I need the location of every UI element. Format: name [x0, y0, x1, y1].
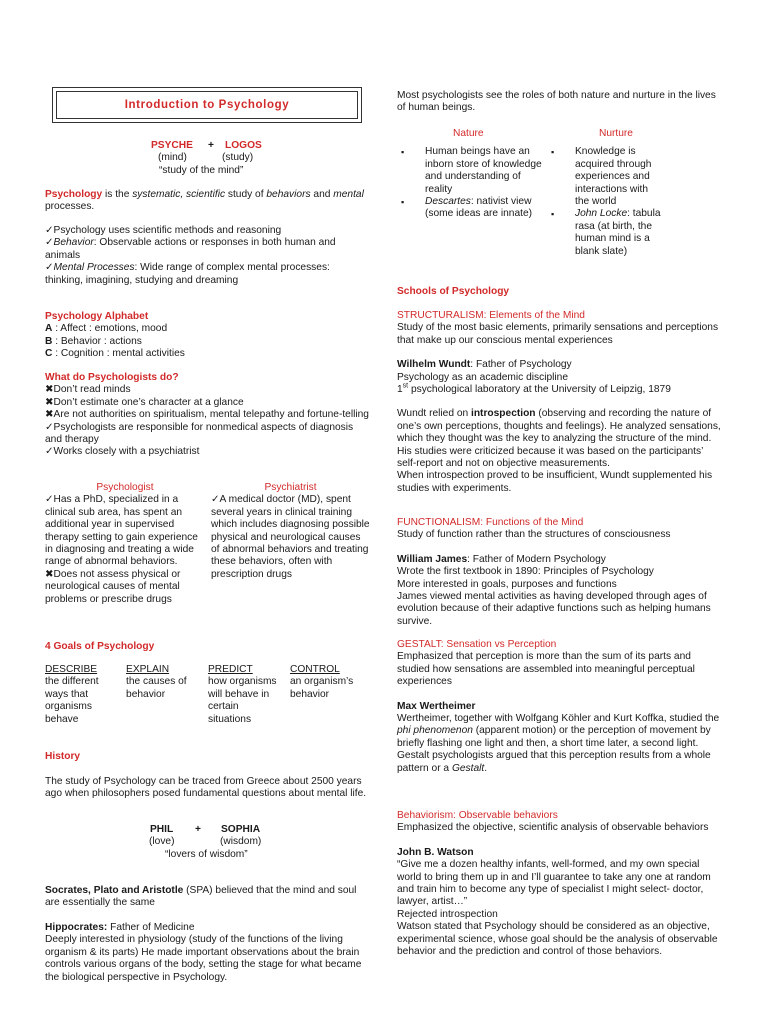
wertheimer-title: Max Wertheimer: [397, 700, 476, 712]
phil-meaning: “lovers of wisdom”: [165, 848, 248, 860]
page-title: Introduction to Psychology: [56, 91, 358, 119]
history-text: The study of Psychology can be traced from Greece about 2500 years ago when philosophers posed fundamental questions about mental life.: [45, 776, 367, 800]
wundt-title: Wilhelm Wundt: Father of Psychology: [397, 359, 572, 371]
gestalt: GESTALT: Sensation vs Perception Emphasized that perception is more than the sum of its parts and studied how sensations are assembled into meaningful perceptual experiences Max Wertheimer Wertheimer, together with Wolfgang Köhler and Kurt Koffka, studied the phi phenomenon (apparent motion) or the perception of movement by briefly flashing one light and then, a short time later, a second light. Gestalt psychologists argued that this perception results from a whole pattern or a Gestalt.: [397, 639, 722, 775]
psychiatrist-column: [211, 482, 370, 606]
study-word: (study): [222, 152, 254, 164]
goal-control: CONTROL an organism’s behavior: [290, 664, 354, 700]
goal-explain: EXPLAIN the causes of behavior: [126, 664, 187, 700]
wisdom-word: (wisdom): [220, 836, 262, 848]
functionalism-heading: FUNCTIONALISM: Functions of the Mind: [397, 517, 584, 528]
goals-table: [45, 664, 370, 726]
what-do-heading: What do Psychologists do?: [45, 372, 179, 383]
schools-heading: Schools of Psychology: [397, 286, 510, 297]
psychology-definition: Psychology is the systematic, scientific study of behaviors and mental processes.: [45, 189, 364, 213]
psychologist-vs-psychiatrist: [45, 482, 370, 606]
phil-word: PHIL: [150, 824, 174, 835]
functionalism: FUNCTIONALISM: Functions of the Mind Study of function rather than the structures of consciousness William James: Father of Modern Psychology Wrote the first textbook in 1890: Principles of Psychology More interested in goals, purposes and functions James viewed mental activities as having developed through ages of evolution because of their adaptive functions such as helping humans survive.: [397, 517, 722, 628]
check-mental-processes: ✓Mental Processes: Wide range of complex mental processes: thinking, imagining, studying and dreaming: [45, 262, 330, 286]
hippocrates-text: Deeply interested in physiology (study of the functions of the living organism & its parts) He made important observations about the brain controls various organs of the body, setting the stage for what became the biological perspective in Psychology.: [45, 934, 362, 983]
goals-heading: 4 Goals of Psychology: [45, 641, 155, 652]
nurture-heading: Nurture: [599, 128, 633, 139]
list-item: ✓Psychologists are responsible for nonmedical aspects of diagnosis and therapy: [45, 421, 354, 446]
alphabet-c: C : Cognition : mental activities: [45, 348, 185, 360]
psychologist-column: [45, 482, 211, 606]
check-scientific: ✓Psychology uses scientific methods and reasoning: [45, 225, 282, 236]
what-do-psychologists: [45, 372, 370, 459]
mind-word: (mind): [158, 152, 187, 164]
list-item: ✖Are not authorities on spiritualism, mental telepathy and fortune-telling: [45, 409, 369, 421]
psychologist-text-2: ✖Does not assess physical or neurological causes of mental problems or prescribe drugs: [45, 568, 181, 605]
phil-plus: +: [195, 824, 201, 835]
psychiatrist-text: ✓A medical doctor (MD), spent several years in clinical training which includes diagnosing possible physical and neurological causes of abnormal behaviors and treating these behaviors, often with prescription drugs: [211, 494, 370, 580]
list-item: ✖Don’t read minds: [45, 384, 131, 396]
love-word: (love): [149, 836, 175, 848]
psyche-logos: [45, 140, 370, 177]
nature-heading: Nature: [453, 128, 484, 139]
list-item: ▪ John Locke: tabula rasa (at birth, the human mind is a blank slate): [547, 208, 665, 258]
alphabet-heading: Psychology Alphabet: [45, 311, 149, 322]
nurture-column: [547, 128, 722, 258]
goal-describe: DESCRIBE the different ways that organisms behave: [45, 664, 99, 725]
psychology-checks: [45, 225, 370, 287]
nature-nurture: [397, 128, 722, 258]
phil-sophia: [45, 824, 370, 861]
behaviorism-heading: Behaviorism: Observable behaviors: [397, 810, 558, 821]
goal-predict: PREDICT how organisms will behave in certain situations: [208, 664, 277, 725]
title-box: [52, 87, 362, 123]
hippocrates-title: Hippocrates: Father of Medicine: [45, 922, 195, 933]
psychologist-text: ✓Has a PhD, specialized in a clinical sub area, has spent an additional year in supervised therapy setting to gain experience in diagnosing and treating a wide range of abnormal behaviors.: [45, 494, 198, 568]
james-title: William James: Father of Modern Psychology: [397, 553, 606, 565]
psyche-word: PSYCHE: [151, 140, 193, 151]
psyche-plus: +: [208, 140, 214, 151]
spa-text: Socrates, Plato and Aristotle (SPA) believed that the mind and soul are essentially the same: [45, 885, 357, 909]
behaviorism: Behaviorism: Observable behaviors Emphasized the objective, scientific analysis of observable behaviors John B. Watson “Give me a dozen healthy infants, well-formed, and my own special world to bring them up in and I’ll guarantee to take any one at random and train him to become any type of specialist I might select- doctor, lawyer, artist…” Rejected introspection Watson stated that Psychology should be considered as an objective, experimental science, whose goal should be the analysis of observable behavior and the prediction and control of those behaviors.: [397, 810, 722, 958]
wundt-text: Wundt relied on introspection (observing and recording the nature of one’s own perceptions, thoughts and feelings). He analyzed sensations, which they thought was the key to analyzing the structure of the mind. His studies were criticized because it was based on the participants’ self-report and not on objective measurements.: [397, 408, 721, 470]
logos-word: LOGOS: [225, 140, 262, 151]
alphabet-b: B : Behavior : actions: [45, 335, 142, 347]
watson-title: John B. Watson: [397, 846, 474, 858]
psychologist-heading: Psychologist: [96, 482, 154, 493]
hippocrates: [45, 922, 370, 984]
wertheimer-text: Wertheimer, together with Wolfgang Köhler and Kurt Koffka, studied the phi phenomenon (apparent motion) or the perception of movement by briefly flashing one light and then, a short time later, a second light.: [397, 713, 720, 749]
psychiatrist-heading: Psychiatrist: [264, 482, 317, 493]
gestalt-heading: GESTALT: Sensation vs Perception: [397, 639, 557, 650]
history-heading: History: [45, 751, 81, 762]
list-item: ✖Don’t estimate one’s character at a glance: [45, 396, 244, 408]
psyche-meaning: “study of the mind”: [159, 164, 244, 176]
nature-column: [397, 128, 547, 258]
structuralism-heading: STRUCTURALISM: Elements of the Mind: [397, 310, 585, 321]
sophia-word: SOPHIA: [221, 824, 261, 835]
check-behavior: ✓Behavior: Observable actions or responses in both human and animals: [45, 237, 336, 261]
nature-nurture-intro: Most psychologists see the roles of both nature and nurture in the lives of human beings.: [397, 90, 716, 114]
alphabet-a: A : Affect : emotions, mood: [45, 323, 168, 335]
psychology-alphabet: [45, 311, 370, 361]
structuralism: STRUCTURALISM: Elements of the Mind Study of the most basic elements, primarily sensations and perceptions that make up our conscious mental experiences Wilhelm Wundt: Father of Psychology Psychology as an academic discipline 1st psychological laboratory at the University of Leipzig, 1879 Wundt relied on introspection (observing and recording the nature of one’s own perceptions, thoughts and feelings). He analyzed sensations, which they thought was the key to analyzing the structure of the mind. His studies were criticized because it was based on the participants’ self-report and not on objective measurements. When introspection proved to be insufficient, Wundt supplemented his studies with experiments.: [397, 310, 721, 494]
watson-quote: “Give me a dozen healthy infants, well-formed, and my own special world to bring them up in and I’ll guarantee to take any one at random and train him to become any type of specialist I might select- doctor, lawyer, artist…”: [397, 859, 711, 908]
list-item: ▪ Human beings have an inborn store of knowledge and understanding of reality: [397, 146, 542, 196]
list-item: ✓Works closely with a psychiatrist: [45, 446, 200, 458]
list-item: ▪ Knowledge is acquired through experiences and interactions with the world: [547, 146, 665, 208]
list-item: ▪ Descartes: nativist view (some ideas are innate): [397, 196, 542, 221]
